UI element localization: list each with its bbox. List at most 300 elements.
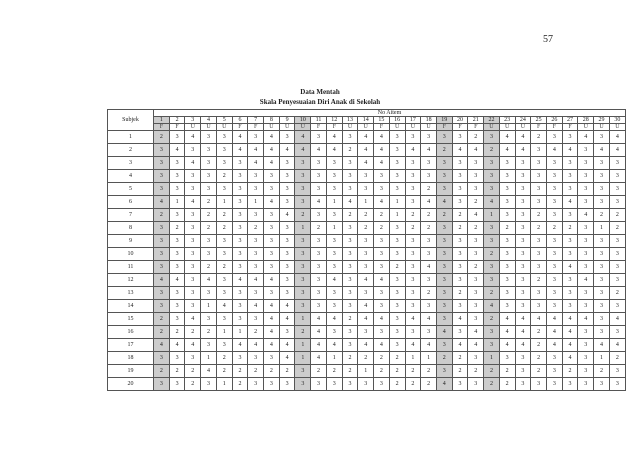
score-cell: 4 <box>326 274 342 287</box>
score-cell: 4 <box>609 313 625 326</box>
score-cell: 3 <box>311 300 327 313</box>
subject-cell: 20 <box>108 378 154 391</box>
score-cell: 3 <box>326 183 342 196</box>
score-cell: 3 <box>154 378 170 391</box>
score-cell: 3 <box>436 339 452 352</box>
header-row-group <box>108 110 626 117</box>
score-cell: 3 <box>169 235 185 248</box>
score-cell: 2 <box>499 365 515 378</box>
score-cell: 3 <box>342 131 358 144</box>
score-cell: 3 <box>374 378 390 391</box>
score-cell: 3 <box>405 157 421 170</box>
score-cell: 3 <box>531 378 547 391</box>
score-cell: 2 <box>405 222 421 235</box>
score-cell: 4 <box>358 157 374 170</box>
item-number-header: 22 <box>484 117 500 124</box>
item-code-cell: F <box>452 124 468 131</box>
score-cell: 2 <box>405 378 421 391</box>
item-code-cell: U <box>201 124 217 131</box>
score-cell: 3 <box>594 183 610 196</box>
score-cell: 3 <box>499 183 515 196</box>
score-cell: 4 <box>358 300 374 313</box>
score-cell: 3 <box>452 274 468 287</box>
score-cell: 3 <box>358 170 374 183</box>
score-cell: 3 <box>562 248 578 261</box>
score-cell: 4 <box>405 339 421 352</box>
score-cell: 3 <box>374 300 390 313</box>
score-cell: 3 <box>609 378 625 391</box>
score-cell: 3 <box>201 235 217 248</box>
score-cell: 3 <box>405 196 421 209</box>
score-cell: 2 <box>154 326 170 339</box>
score-cell: 3 <box>342 261 358 274</box>
score-cell: 3 <box>515 287 531 300</box>
score-cell: 4 <box>264 274 280 287</box>
score-cell: 2 <box>374 365 390 378</box>
score-cell: 4 <box>232 339 248 352</box>
score-cell: 4 <box>201 365 217 378</box>
subject-cell: 17 <box>108 339 154 352</box>
score-cell: 3 <box>515 274 531 287</box>
score-cell: 2 <box>216 352 232 365</box>
score-cell: 3 <box>499 300 515 313</box>
score-cell: 3 <box>389 300 405 313</box>
score-cell: 3 <box>232 170 248 183</box>
score-cell: 3 <box>389 131 405 144</box>
score-cell: 3 <box>201 339 217 352</box>
score-cell: 3 <box>389 326 405 339</box>
item-number-header: 30 <box>609 117 625 124</box>
score-cell: 4 <box>499 131 515 144</box>
score-cell: 3 <box>389 222 405 235</box>
score-cell: 3 <box>326 378 342 391</box>
score-cell: 3 <box>468 157 484 170</box>
score-cell: 4 <box>515 326 531 339</box>
score-cell: 3 <box>421 248 437 261</box>
score-cell: 3 <box>546 274 562 287</box>
score-cell: 3 <box>169 209 185 222</box>
score-cell: 3 <box>279 261 295 274</box>
score-cell: 2 <box>264 365 280 378</box>
table-body <box>108 131 626 391</box>
table-row <box>108 352 626 365</box>
score-cell: 3 <box>546 365 562 378</box>
score-cell: 1 <box>389 196 405 209</box>
header-row-codes <box>108 124 626 131</box>
table-row <box>108 365 626 378</box>
score-cell: 3 <box>326 326 342 339</box>
score-cell: 3 <box>578 183 594 196</box>
table-row <box>108 261 626 274</box>
score-cell: 2 <box>609 287 625 300</box>
score-cell: 3 <box>389 170 405 183</box>
header-row-items <box>108 117 626 124</box>
score-cell: 2 <box>421 222 437 235</box>
score-cell: 3 <box>562 131 578 144</box>
score-cell: 3 <box>169 131 185 144</box>
score-cell: 2 <box>421 183 437 196</box>
score-cell: 3 <box>248 352 264 365</box>
score-cell: 4 <box>185 313 201 326</box>
score-cell: 3 <box>421 235 437 248</box>
score-cell: 3 <box>185 170 201 183</box>
score-cell: 4 <box>185 196 201 209</box>
score-cell: 4 <box>185 157 201 170</box>
score-cell: 3 <box>248 170 264 183</box>
score-cell: 3 <box>515 157 531 170</box>
score-cell: 2 <box>609 209 625 222</box>
score-cell: 3 <box>594 300 610 313</box>
score-cell: 1 <box>295 339 311 352</box>
score-cell: 3 <box>248 131 264 144</box>
score-cell: 3 <box>405 326 421 339</box>
score-cell: 3 <box>578 196 594 209</box>
score-cell: 3 <box>279 183 295 196</box>
score-cell: 1 <box>484 209 500 222</box>
score-cell: 3 <box>169 157 185 170</box>
score-cell: 3 <box>531 144 547 157</box>
score-cell: 1 <box>232 326 248 339</box>
score-cell: 3 <box>484 131 500 144</box>
score-cell: 2 <box>185 326 201 339</box>
score-cell: 4 <box>358 313 374 326</box>
item-code-cell: F <box>154 124 170 131</box>
score-cell: 3 <box>185 274 201 287</box>
score-cell: 3 <box>515 196 531 209</box>
score-cell: 3 <box>452 261 468 274</box>
score-cell: 3 <box>264 352 280 365</box>
score-cell: 3 <box>405 235 421 248</box>
score-cell: 3 <box>468 352 484 365</box>
score-cell: 3 <box>169 352 185 365</box>
score-cell: 3 <box>484 157 500 170</box>
score-cell: 1 <box>326 222 342 235</box>
score-cell: 2 <box>201 209 217 222</box>
score-cell: 3 <box>342 378 358 391</box>
score-cell: 3 <box>484 339 500 352</box>
score-cell: 1 <box>594 222 610 235</box>
item-code-cell: U <box>515 124 531 131</box>
score-cell: 3 <box>169 313 185 326</box>
score-cell: 3 <box>248 248 264 261</box>
score-cell: 3 <box>436 365 452 378</box>
score-cell: 3 <box>154 287 170 300</box>
score-cell: 2 <box>484 378 500 391</box>
score-cell: 3 <box>185 144 201 157</box>
item-number-header: 11 <box>311 117 327 124</box>
score-cell: 1 <box>326 196 342 209</box>
score-cell: 3 <box>311 170 327 183</box>
score-cell: 2 <box>374 209 390 222</box>
score-cell: 4 <box>468 144 484 157</box>
score-cell: 3 <box>185 209 201 222</box>
item-number-header: 16 <box>389 117 405 124</box>
item-number-header: 12 <box>326 117 342 124</box>
score-cell: 4 <box>421 261 437 274</box>
score-cell: 4 <box>264 313 280 326</box>
item-code-cell: U <box>499 124 515 131</box>
score-cell: 3 <box>169 287 185 300</box>
score-cell: 4 <box>421 313 437 326</box>
score-cell: 4 <box>421 196 437 209</box>
score-cell: 2 <box>201 261 217 274</box>
score-cell: 4 <box>264 196 280 209</box>
score-cell: 3 <box>594 287 610 300</box>
score-cell: 3 <box>546 378 562 391</box>
score-cell: 2 <box>452 209 468 222</box>
score-cell: 3 <box>531 235 547 248</box>
score-cell: 3 <box>562 300 578 313</box>
score-cell: 4 <box>264 157 280 170</box>
table-row <box>108 183 626 196</box>
score-cell: 3 <box>578 248 594 261</box>
score-cell: 4 <box>374 339 390 352</box>
item-code-cell: F <box>169 124 185 131</box>
score-cell: 2 <box>468 131 484 144</box>
score-cell: 4 <box>295 131 311 144</box>
score-cell: 3 <box>436 235 452 248</box>
score-cell: 2 <box>531 222 547 235</box>
table-row <box>108 313 626 326</box>
score-cell: 3 <box>201 313 217 326</box>
score-cell: 3 <box>295 235 311 248</box>
score-cell: 3 <box>499 261 515 274</box>
score-cell: 3 <box>389 274 405 287</box>
score-cell: 2 <box>232 365 248 378</box>
item-number-header: 27 <box>562 117 578 124</box>
score-cell: 3 <box>326 157 342 170</box>
item-code-cell: U <box>594 124 610 131</box>
score-cell: 3 <box>248 378 264 391</box>
score-cell: 3 <box>358 287 374 300</box>
item-code-cell: U <box>264 124 280 131</box>
score-cell: 3 <box>154 157 170 170</box>
score-cell: 3 <box>295 274 311 287</box>
score-cell: 4 <box>594 144 610 157</box>
score-cell: 3 <box>154 261 170 274</box>
score-cell: 3 <box>264 235 280 248</box>
score-cell: 4 <box>201 274 217 287</box>
score-cell: 3 <box>484 222 500 235</box>
score-cell: 4 <box>358 131 374 144</box>
score-cell: 4 <box>326 144 342 157</box>
score-cell: 3 <box>531 248 547 261</box>
score-cell: 3 <box>216 131 232 144</box>
score-cell: 3 <box>578 365 594 378</box>
item-number-header: 7 <box>248 117 264 124</box>
subject-cell: 14 <box>108 300 154 313</box>
score-cell: 4 <box>264 326 280 339</box>
score-cell: 4 <box>405 144 421 157</box>
score-cell: 3 <box>484 183 500 196</box>
subject-cell: 19 <box>108 365 154 378</box>
score-cell: 2 <box>389 352 405 365</box>
score-cell: 2 <box>201 196 217 209</box>
score-cell: 3 <box>515 235 531 248</box>
score-cell: 2 <box>499 222 515 235</box>
score-cell: 3 <box>201 183 217 196</box>
score-cell: 3 <box>405 274 421 287</box>
score-cell: 3 <box>154 352 170 365</box>
item-group-header: No Aitem <box>154 110 626 117</box>
score-cell: 4 <box>468 339 484 352</box>
score-cell: 4 <box>515 339 531 352</box>
score-cell: 4 <box>264 339 280 352</box>
score-cell: 3 <box>452 235 468 248</box>
score-cell: 4 <box>279 300 295 313</box>
score-cell: 3 <box>578 261 594 274</box>
score-cell: 3 <box>515 170 531 183</box>
score-cell: 2 <box>499 378 515 391</box>
score-cell: 2 <box>452 287 468 300</box>
score-cell: 4 <box>468 326 484 339</box>
score-cell: 4 <box>562 313 578 326</box>
score-cell: 3 <box>185 183 201 196</box>
score-cell: 2 <box>562 222 578 235</box>
score-cell: 3 <box>295 261 311 274</box>
score-cell: 3 <box>232 196 248 209</box>
subject-cell: 10 <box>108 248 154 261</box>
score-cell: 3 <box>499 170 515 183</box>
score-cell: 3 <box>468 378 484 391</box>
score-cell: 3 <box>295 248 311 261</box>
score-cell: 3 <box>311 209 327 222</box>
subject-cell: 8 <box>108 222 154 235</box>
score-cell: 3 <box>326 300 342 313</box>
score-cell: 2 <box>342 144 358 157</box>
score-cell: 4 <box>216 300 232 313</box>
score-cell: 4 <box>279 209 295 222</box>
score-cell: 3 <box>342 300 358 313</box>
score-cell: 3 <box>436 248 452 261</box>
score-cell: 1 <box>405 352 421 365</box>
score-cell: 4 <box>436 326 452 339</box>
score-cell: 4 <box>562 261 578 274</box>
score-cell: 3 <box>609 235 625 248</box>
score-cell: 3 <box>421 300 437 313</box>
score-cell: 1 <box>216 378 232 391</box>
table-row <box>108 157 626 170</box>
score-cell: 3 <box>154 248 170 261</box>
item-code-cell: F <box>311 124 327 131</box>
subject-cell: 13 <box>108 287 154 300</box>
score-cell: 4 <box>326 131 342 144</box>
score-cell: 2 <box>405 209 421 222</box>
score-cell: 4 <box>609 144 625 157</box>
item-number-header: 26 <box>546 117 562 124</box>
score-cell: 3 <box>342 326 358 339</box>
score-cell: 4 <box>311 196 327 209</box>
score-cell: 4 <box>609 339 625 352</box>
score-cell: 3 <box>185 287 201 300</box>
score-cell: 3 <box>468 248 484 261</box>
score-cell: 3 <box>546 248 562 261</box>
item-code-cell: F <box>232 124 248 131</box>
score-cell: 2 <box>436 352 452 365</box>
score-cell: 2 <box>421 378 437 391</box>
score-cell: 2 <box>295 209 311 222</box>
item-number-header: 17 <box>405 117 421 124</box>
score-cell: 2 <box>374 352 390 365</box>
score-cell: 4 <box>578 131 594 144</box>
score-cell: 3 <box>311 131 327 144</box>
score-cell: 3 <box>562 235 578 248</box>
score-cell: 4 <box>264 300 280 313</box>
score-cell: 3 <box>169 170 185 183</box>
score-cell: 3 <box>436 183 452 196</box>
score-cell: 2 <box>154 365 170 378</box>
score-cell: 3 <box>326 235 342 248</box>
score-cell: 3 <box>515 365 531 378</box>
table-subtitle: Skala Penyesuaian Diri Anak di Sekolah <box>259 98 381 106</box>
score-cell: 3 <box>326 287 342 300</box>
score-cell: 4 <box>232 274 248 287</box>
table-row <box>108 170 626 183</box>
score-cell: 2 <box>216 170 232 183</box>
score-cell: 3 <box>295 300 311 313</box>
table-row <box>108 300 626 313</box>
score-cell: 4 <box>562 352 578 365</box>
item-code-cell: F <box>326 124 342 131</box>
score-cell: 3 <box>452 183 468 196</box>
score-cell: 3 <box>311 287 327 300</box>
score-cell: 3 <box>546 170 562 183</box>
score-cell: 3 <box>452 248 468 261</box>
score-cell: 4 <box>358 339 374 352</box>
score-cell: 3 <box>358 183 374 196</box>
score-cell: 2 <box>468 365 484 378</box>
score-cell: 3 <box>468 170 484 183</box>
subject-cell: 15 <box>108 313 154 326</box>
score-cell: 3 <box>342 183 358 196</box>
score-cell: 2 <box>436 144 452 157</box>
score-cell: 3 <box>216 235 232 248</box>
score-cell: 4 <box>248 339 264 352</box>
score-cell: 3 <box>499 235 515 248</box>
score-cell: 3 <box>499 157 515 170</box>
score-cell: 2 <box>468 261 484 274</box>
score-cell: 2 <box>609 352 625 365</box>
score-cell: 3 <box>609 300 625 313</box>
score-cell: 3 <box>185 222 201 235</box>
score-cell: 3 <box>326 261 342 274</box>
score-cell: 2 <box>169 326 185 339</box>
score-cell: 3 <box>546 157 562 170</box>
score-cell: 3 <box>546 209 562 222</box>
score-cell: 3 <box>279 157 295 170</box>
score-cell: 3 <box>279 378 295 391</box>
table-row <box>108 131 626 144</box>
score-cell: 3 <box>216 157 232 170</box>
score-cell: 3 <box>389 144 405 157</box>
score-cell: 3 <box>232 287 248 300</box>
score-cell: 3 <box>421 274 437 287</box>
score-cell: 3 <box>452 378 468 391</box>
score-cell: 4 <box>248 144 264 157</box>
item-number-header: 28 <box>578 117 594 124</box>
score-cell: 3 <box>578 339 594 352</box>
score-cell: 4 <box>374 157 390 170</box>
score-cell: 3 <box>389 235 405 248</box>
item-code-cell: U <box>484 124 500 131</box>
item-number-header: 18 <box>421 117 437 124</box>
score-cell: 4 <box>578 313 594 326</box>
score-cell: 2 <box>531 352 547 365</box>
score-cell: 3 <box>311 248 327 261</box>
score-cell: 3 <box>594 157 610 170</box>
score-cell: 3 <box>531 300 547 313</box>
score-cell: 1 <box>295 313 311 326</box>
